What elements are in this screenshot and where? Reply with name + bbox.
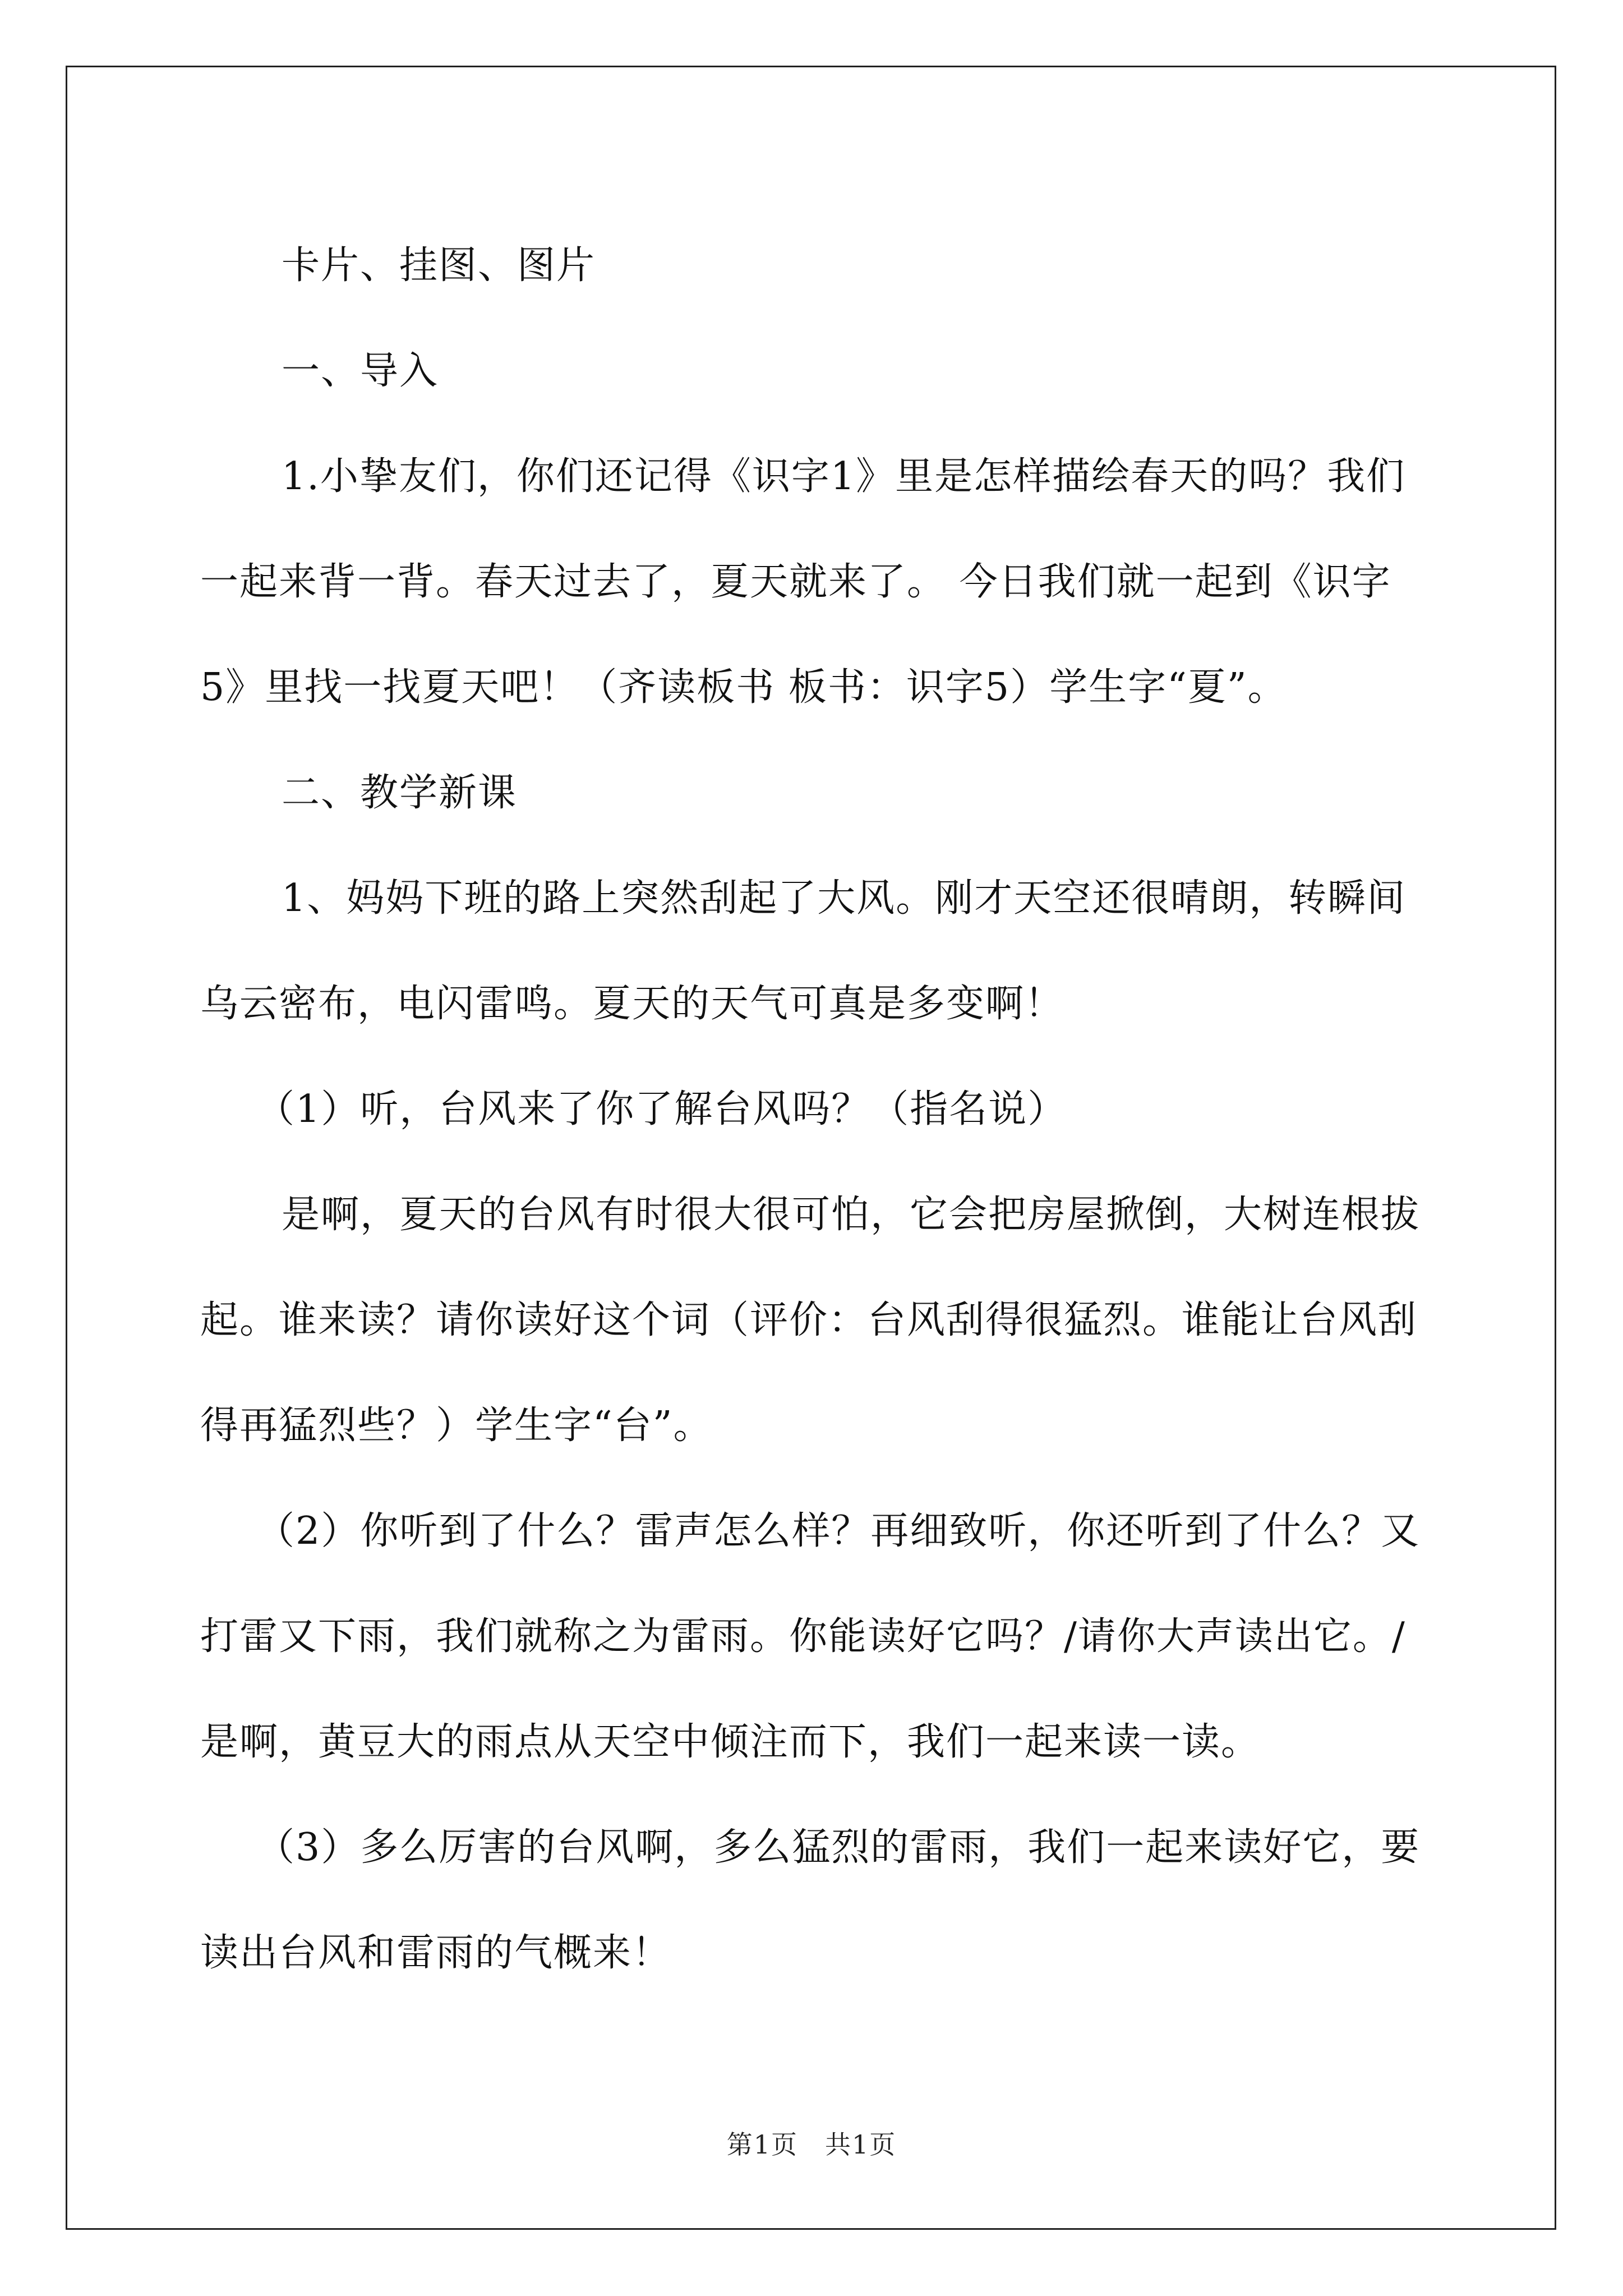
section-heading-new-lesson: 二、教学新课 — [282, 771, 518, 815]
lesson-item-2: （2）你听到了什么？雷声怎么样？再细致听，你还听到了什么？又打雷又下雨，我们就称之为雷雨。你能读好它吗？/请你大声读出它。/是啊，黄豆大的雨点从天空中倾注而下，我们一起来读一读。 — [200, 1509, 1421, 1764]
page-footer: 第1页 共1页 — [726, 2129, 897, 2160]
typhoon-paragraph: 是啊，夏天的台风有时很大很可怕，它会把房屋掀倒，大树连根拔起。谁来读？请你读好这个词（评价：台风刮得很猛烈。谁能让台风刮得再猛烈些？）学生字“台”。 — [200, 1193, 1421, 1448]
lesson-paragraph-1: 1、妈妈下班的路上突然刮起了大风。刚才天空还很晴朗，转瞬间乌云密布，电闪雷鸣。夏天的天气可真是多变啊！ — [200, 876, 1407, 1026]
lesson-item-3: （3）多么厉害的台风啊，多么猛烈的雷雨，我们一起来读好它，要读出台风和雷雨的气概来！ — [200, 1825, 1421, 1975]
document-body — [200, 213, 1434, 2006]
lesson-item-1: （1）听，台风来了你了解台风吗？（指名说） — [256, 1087, 1067, 1131]
intro-paragraph: 1.小挚友们，你们还记得《识字1》里是怎样描绘春天的吗？我们一起来背一背。春天过去了，夏天就来了。 今日我们就一起到《识字5》里找一找夏天吧！（齐读板书 板书：识字5）学生字“夏”。 — [200, 454, 1406, 710]
materials-line: 卡片、挂图、图片 — [282, 243, 596, 288]
section-heading-intro: 一、导入 — [282, 349, 439, 393]
